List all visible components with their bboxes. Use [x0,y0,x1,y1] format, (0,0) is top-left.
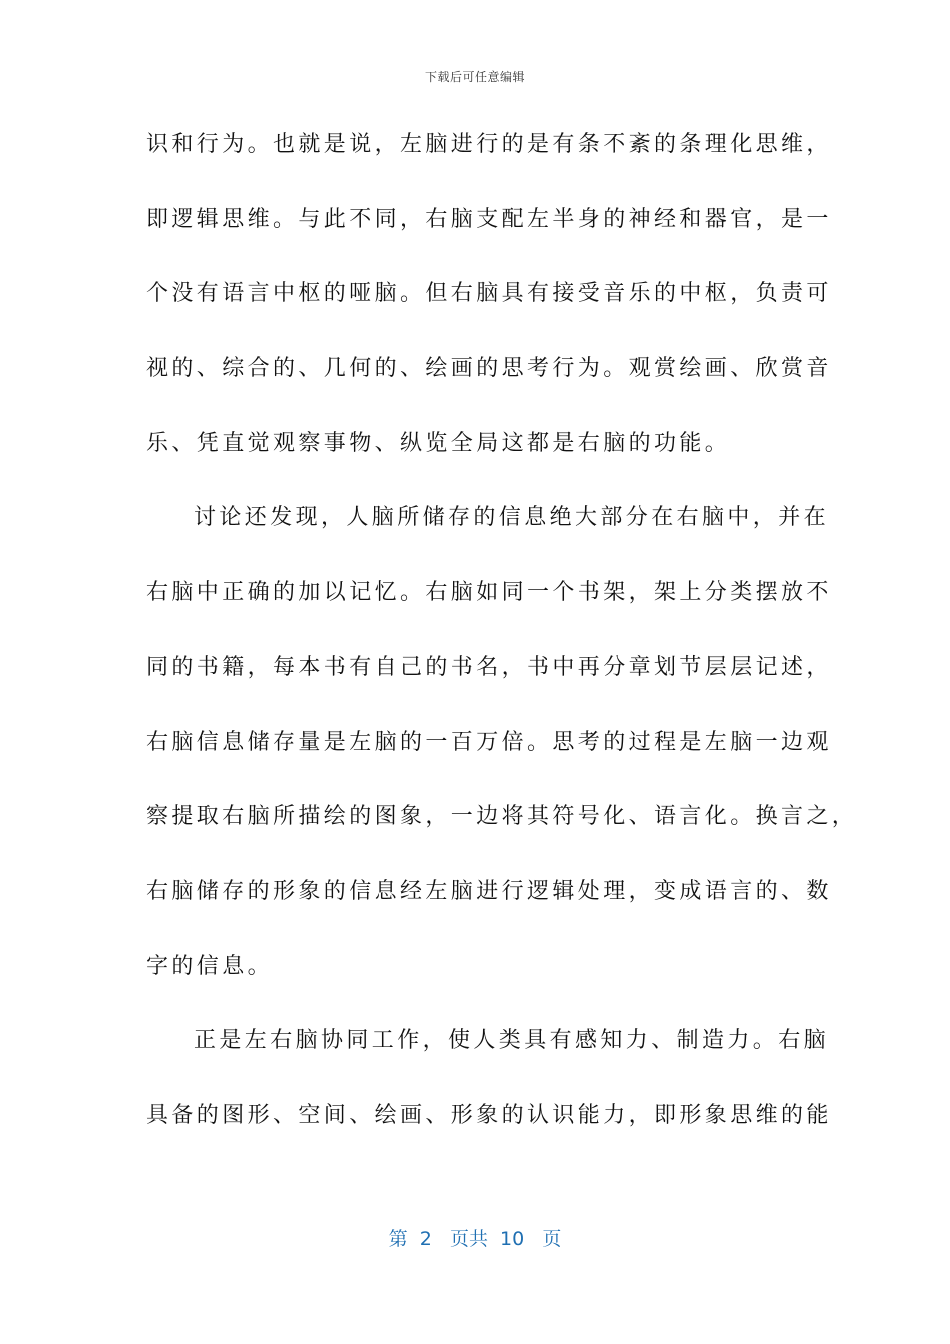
text-line: 个没有语言中枢的哑脑。但右脑具有接受音乐的中枢，负责可 [146,281,832,307]
text-line: 同的书籍，每本书有自己的书名，书中再分章划节层层记述， [146,654,832,680]
text-line: 即逻辑思维。与此不同，右脑支配左半身的神经和器官，是一 [146,206,832,232]
text-line: 右脑信息储存量是左脑的一百万倍。思考的过程是左脑一边观 [146,729,832,755]
text-line: 字的信息。 [146,953,274,979]
current-page-number: 2 [419,1228,432,1250]
text-line: 识和行为。也就是说，左脑进行的是有条不紊的条理化思维， [146,132,832,157]
total-pages-number: 10 [500,1228,525,1250]
text-line: 视的、综合的、几何的、绘画的思考行为。观赏绘画、欣赏音 [146,356,832,382]
text-line: 右脑储存的形象的信息经左脑进行逻辑处理，变成语言的、数 [146,878,832,904]
page-mid: 页共 [449,1228,488,1250]
text-line: 右脑中正确的加以记忆。右脑如同一个书架，架上分类摆放不 [146,580,832,606]
paragraph-start-line: 讨论还发现，人脑所储存的信息绝大部分在右脑中，并在 [194,505,830,531]
header-note: 下载后可任意编辑 [424,70,525,84]
page-number-footer [0,1224,950,1251]
text-line: 乐、凭直觉观察事物、纵览全局这都是右脑的功能。 [146,430,731,456]
page-suffix: 页 [542,1228,562,1250]
page-prefix: 第 [388,1228,408,1250]
paragraph-start-line: 正是左右脑协同工作，使人类具有感知力、制造力。右脑 [194,1028,830,1054]
document-body [146,120,858,1166]
text-line: 具备的图形、空间、绘画、形象的认识能力，即形象思维的能 [146,1102,832,1128]
text-line: 察提取右脑所描绘的图象，一边将其符号化、语言化。换言之， [146,804,858,830]
